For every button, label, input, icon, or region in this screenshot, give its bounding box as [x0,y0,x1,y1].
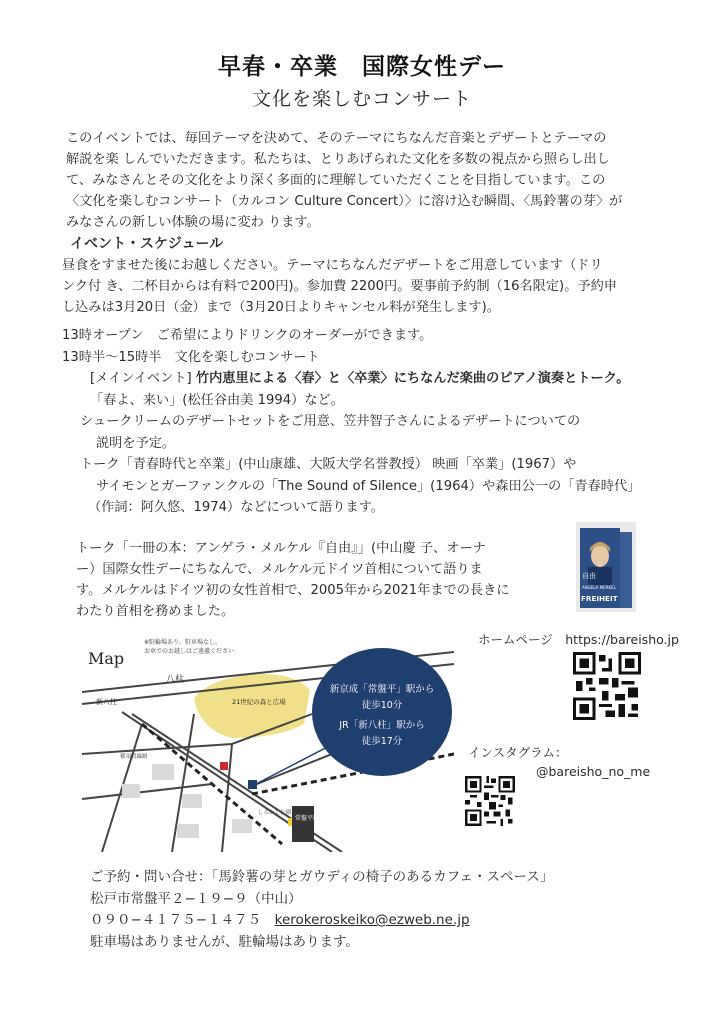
homepage-qr-code[interactable] [573,652,641,720]
schedule-paragraph [62,255,672,318]
park-label: 21世紀の森と広場 [232,698,286,706]
map-note: お車でのお越しはご遠慮ください [144,648,235,655]
access-walk-1: 徒歩10分 [361,700,403,711]
main-event-prefix: [メインイベント] [90,371,192,386]
book-talk-line: す。メルケルはドイツ初の女性首相で、2005年から2021年までの長きに [76,583,510,598]
cafe-location-marker [248,780,257,789]
contact-phone: ０９０−４１７５−１４７５ [90,912,262,928]
contact-reservation: ご予約・問い合せ：「馬鈴薯の芽とガウディの椅子のあるカフェ・スペース」 [90,869,554,885]
map-label: しらかし公園 [258,810,292,816]
access-info-circle [312,648,452,776]
intro-line: 解説を楽 しんでいただきます。私たちは、とりあげられた文化を多数の視点から照らし出し [66,152,610,167]
access-walk-2: 徒歩17分 [361,736,403,747]
program-talk-cont: サイモンとガーファンクルの「The Sound of Silence」(1964）や森田公一の「青春時代」 [96,478,641,494]
book-title-jp: 自由 [582,572,596,580]
station-box [292,806,314,842]
program-list [62,325,640,519]
instagram-qr-code[interactable] [465,776,515,826]
schedule-heading: イベント・スケジュール [70,236,224,252]
program-dessert: シュークリームのデザートセットをご用意、笠井智子さんによるデザートについての [80,414,581,429]
homepage-link[interactable]: ホームページ https://bareisho.jp [478,632,679,647]
book-title-de: FREIHEIT [581,594,618,603]
road-label: 新八柱 [96,698,117,706]
intro-line: このイベントでは、毎回テーマを決めて、そのテーマにちなんだ音楽とデザートとテーマの [66,131,607,146]
book-author: ANGELA MERKEL [582,585,616,590]
schedule-line: し込みは3月20日（金）まで（3月20日よりキャンセル料が発生します)。 [62,300,500,315]
landmark-red [220,762,228,770]
book-talk-line: トーク「一冊の本：アンゲラ・メルケル『自由』」(中山慶 子、オーナ [76,541,486,556]
schedule-line: 昼食をすませた後にお越しください。テーマにちなんだデザートをご用意しています（ドリ [62,258,603,273]
program-dessert-cont: 説明を予定。 [96,435,176,451]
book-talk-paragraph [76,538,509,622]
access-station-2: JR「新八柱」駅から [339,720,425,731]
intro-paragraph [66,128,670,233]
program-main-song: 「春よ、来い」(松任谷由美 1994）など。 [90,392,344,408]
map-label: 横須賀線路 [120,754,148,760]
main-event-title: 竹内恵里による〈春〉と〈卒業〉にちなんだ楽曲のピアノ演奏とトーク。 [195,371,630,386]
book-spine [620,532,632,608]
intro-line: て、みなさんとその文化をより深く多面的に理解していただくことを目指しています。この [66,173,606,188]
contact-parking: 駐車場はありませんが、駐輪場はあります。 [90,933,359,950]
contact-block [90,867,553,953]
page-subtitle: 文化を楽しむコンサート [251,88,472,110]
map-title: Map [88,649,125,668]
road-label: 八柱 [166,675,185,685]
book-talk-line: ー）国際女性デーにちなんで、メルケル元ドイツ首相について語りま [76,562,483,577]
schedule-line: ンク付 き、二杯目からは有料で200円)。参加費 2200円。要事前予約制（16名限定)。予約申 [62,279,617,294]
intro-line: みなさんの新しい体験の場に変わ ります。 [66,215,320,230]
access-station-1: 新京成「常盤平」駅から [329,684,435,695]
contact-address: 松戸市常盤平２−１９−９（中山） [90,890,302,907]
instagram-label: インスタグラム： [468,745,568,760]
program-concert: 13時半〜15時半 文化を楽しむコンサート [62,349,320,365]
book-talk-line: わたり首相を務めました。 [76,604,235,619]
contact-email-link[interactable]: kerokeroskeiko@ezweb.ne.jp [274,912,470,928]
intro-line: 〈文化を楽しむコンサート（カルコン Culture Concert）〉に溶け込む瞬間、〈馬鈴薯の芽〉が [66,194,623,209]
instagram-handle[interactable]: @bareisho_no_me [536,764,651,779]
program-open: 13時オープン ご希望によりドリンクのオーダーができます。 [62,328,433,343]
program-talk-cont: （作詞：阿久悠、1974）などについて語ります。 [88,500,384,515]
access-map [82,634,454,852]
contact-phone-email [90,910,553,932]
station-label: 常盤平駅 [295,815,320,822]
book-cover-image [576,522,636,612]
program-talk: トーク「青春時代と卒業」(中山康雄、大阪大学名誉教授） 映画「卒業」(1967）や [80,457,577,472]
page-title: 早春・卒業 国際女性デー [218,54,506,80]
program-main [62,368,640,390]
map-note: ※駐輪場あり。駐車場なし。 [144,639,222,646]
